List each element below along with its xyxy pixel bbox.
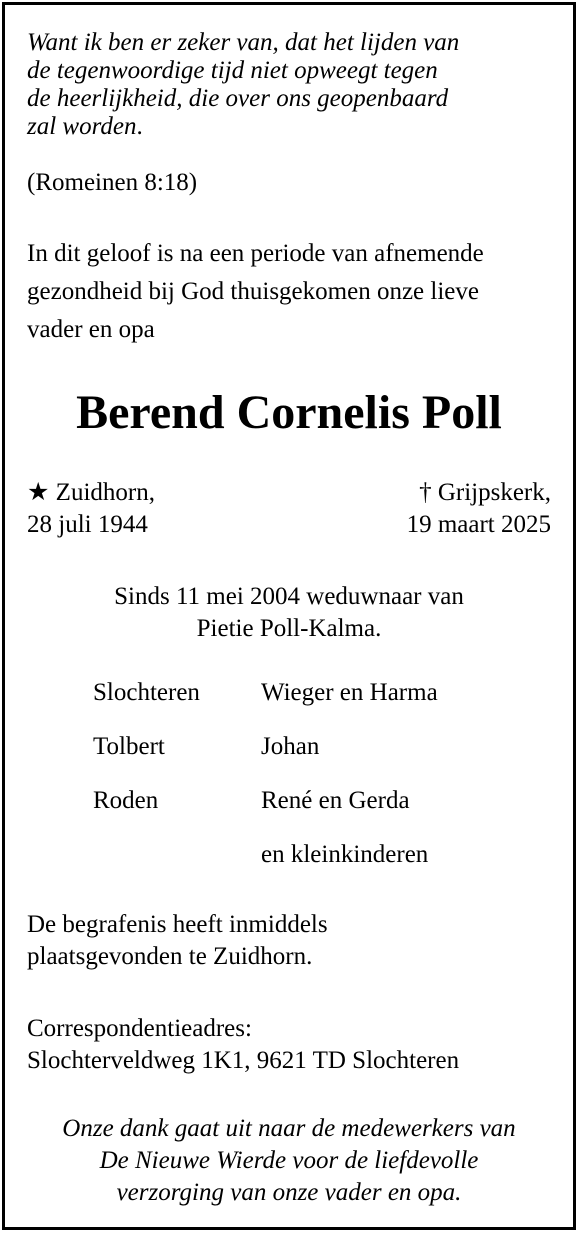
family-place: Slochteren bbox=[93, 679, 200, 706]
announcement-line: In dit geloof is na een periode van afnemende bbox=[27, 240, 484, 267]
birth-line bbox=[27, 477, 155, 509]
thanks-line: De Nieuwe Wierde voor de liefdevolle bbox=[99, 1147, 479, 1174]
verse-reference: (Romeinen 8:18) bbox=[27, 169, 198, 196]
birth-star-icon: ★ bbox=[27, 479, 50, 506]
birth-place: Zuidhorn, bbox=[55, 479, 155, 506]
verse-line-last bbox=[27, 113, 557, 141]
verse-line: Want ik ben er zeker van, dat het lijden van bbox=[27, 29, 460, 56]
widower-line: Pietie Poll-Kalma. bbox=[196, 615, 382, 642]
verse-line: de tegenwoordige tijd niet opweegt tegen bbox=[27, 57, 438, 84]
thanks-line: verzorging van onze vader en opa. bbox=[116, 1179, 462, 1206]
family-names: Johan bbox=[261, 733, 320, 760]
funeral-note bbox=[27, 909, 328, 973]
family-names: Wieger en Harma bbox=[261, 679, 438, 706]
death-info bbox=[407, 477, 551, 541]
announcement bbox=[27, 235, 567, 349]
family-place: Tolbert bbox=[93, 733, 165, 760]
verse-end-punct: . bbox=[136, 113, 143, 140]
death-line bbox=[407, 477, 551, 509]
family-names: René en Gerda bbox=[261, 787, 410, 814]
death-notice-card bbox=[2, 2, 576, 1230]
correspondence-address bbox=[27, 1013, 459, 1077]
birth-date: 28 juli 1944 bbox=[27, 511, 148, 538]
widower-line: Sinds 11 mei 2004 weduwnaar van bbox=[114, 583, 464, 610]
funeral-line: De begrafenis heeft inmiddels bbox=[27, 911, 328, 938]
verse-line: de heerlijkheid, die over ons geopenbaard bbox=[27, 85, 449, 112]
birth-info bbox=[27, 477, 155, 541]
death-cross-icon: † bbox=[419, 479, 432, 506]
thanks-note bbox=[5, 1113, 573, 1209]
thanks-line: Onze dank gaat uit naar de medewerkers van bbox=[62, 1115, 516, 1142]
address-value: Slochterveldweg 1K1, 9621 TD Slochteren bbox=[27, 1047, 460, 1074]
death-date: 19 maart 2025 bbox=[406, 511, 551, 538]
widower-note bbox=[5, 581, 573, 645]
family-place: Roden bbox=[93, 787, 159, 814]
deceased-name: Berend Cornelis Poll bbox=[76, 386, 502, 439]
death-place: Grijpskerk, bbox=[437, 479, 551, 506]
address-label: Correspondentieadres: bbox=[27, 1015, 252, 1042]
verse-line-text: zal worden bbox=[27, 113, 137, 140]
bible-verse bbox=[27, 29, 557, 141]
funeral-line: plaatsgevonden te Zuidhorn. bbox=[27, 943, 313, 970]
family-names: en kleinkinderen bbox=[261, 841, 429, 868]
announcement-line: vader en opa bbox=[27, 316, 155, 343]
announcement-line: gezondheid bij God thuisgekomen onze lieve bbox=[27, 278, 479, 305]
